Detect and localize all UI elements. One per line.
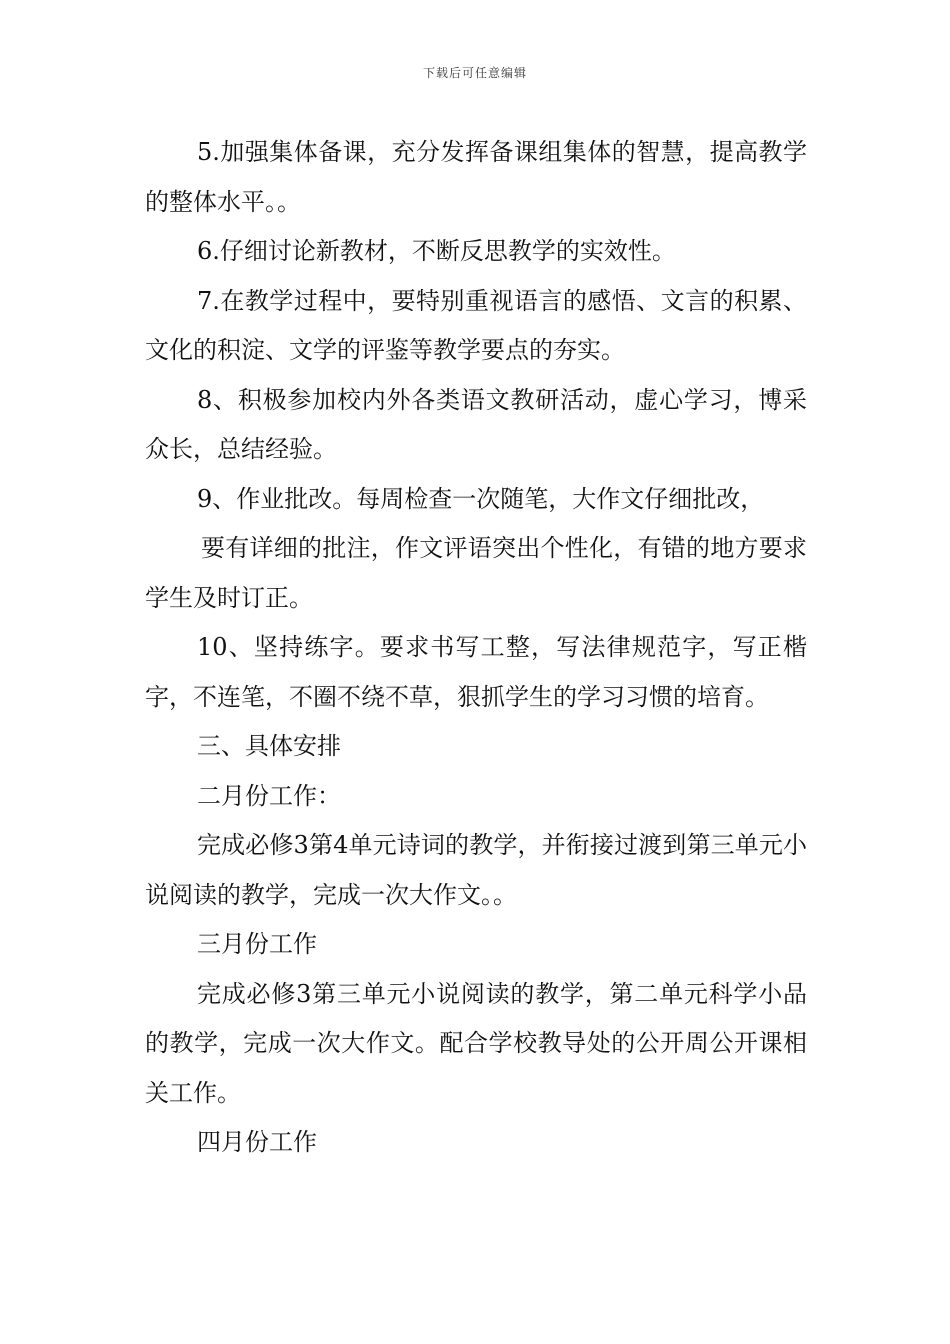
section-heading-schedule: 三、具体安排 xyxy=(197,732,341,760)
paragraph-item-7: 7.在教学过程中，要特别重视语言的感悟、文言的积累、文化的积淀、文学的评鉴等教学要点的夯实。 xyxy=(145,286,807,364)
february-text: 完成必修3第4单元诗词的教学，并衔接过渡到第三单元小说阅读的教学，完成一次大作文。。 xyxy=(145,831,807,909)
paragraph-item-6: 6.仔细讨论新教材，不断反思教学的实效性。 xyxy=(197,237,676,265)
document-body xyxy=(145,128,807,1168)
paragraph-item-8: 8、积极参加校内外各类语文教研活动，虚心学习，博采众长，总结经验。 xyxy=(145,385,807,463)
paragraph-item-9: 9、作业批改。每周检查一次随笔，大作文仔细批改， xyxy=(197,484,765,513)
april-heading: 四月份工作 xyxy=(197,1128,317,1156)
march-heading: 三月份工作 xyxy=(197,930,317,958)
march-text: 完成必修3第三单元小说阅读的教学，第二单元科学小品的教学，完成一次大作文。配合学校教导处的公开周公开课相关工作。 xyxy=(145,979,807,1107)
page-header-note: 下载后可任意编辑 xyxy=(422,66,527,80)
paragraph-item-10: 10、坚持练字。要求书写工整，写法律规范字，写正楷字，不连笔，不圈不绕不草，狠抓学生的学习习惯的培育。 xyxy=(145,633,807,711)
paragraph-item-9-continued: 要有详细的批注，作文评语突出个性化，有错的地方要求学生及时订正。 xyxy=(145,534,807,612)
paragraph-item-5: 5.加强集体备课，充分发挥备课组集体的智慧，提高教学的整体水平。。 xyxy=(145,138,807,216)
february-heading: 二月份工作： xyxy=(197,781,341,810)
